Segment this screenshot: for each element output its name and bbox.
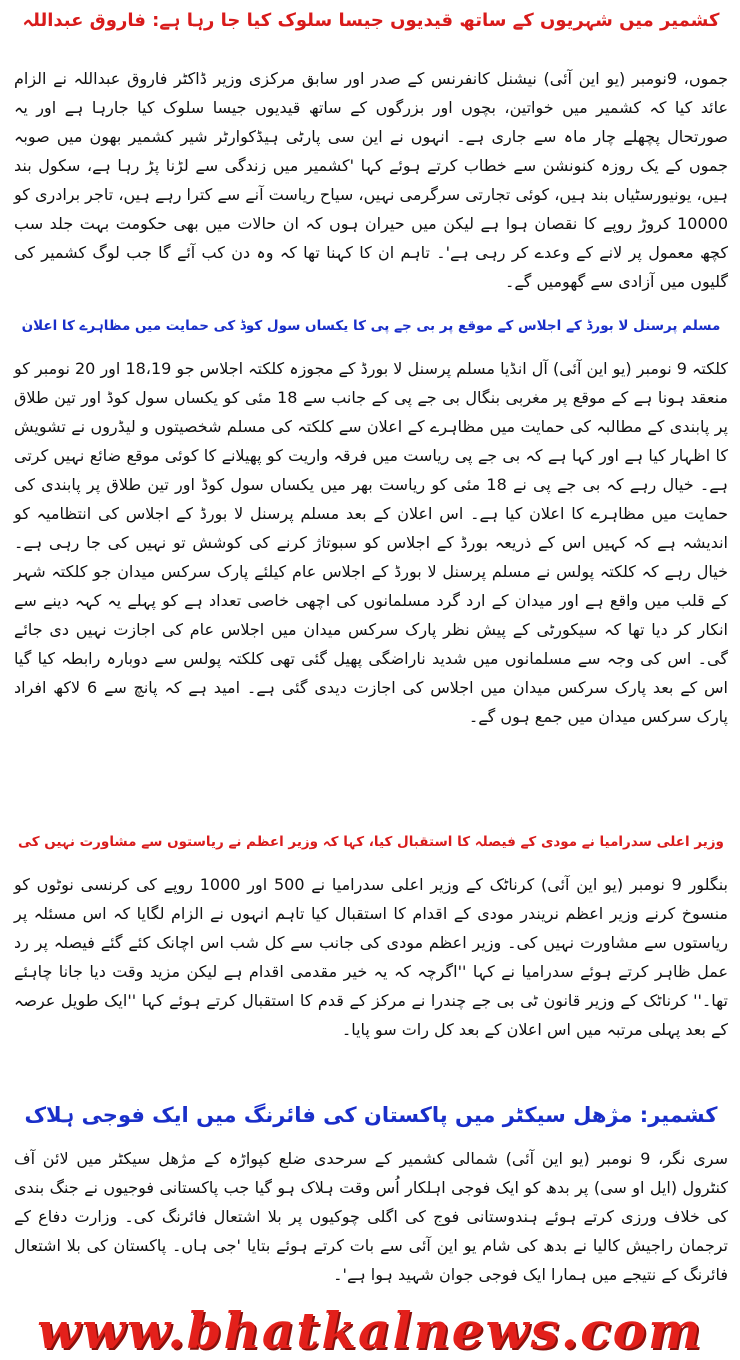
news-story-kashmir-farooq-abdullah xyxy=(14,4,728,296)
story-body: سری نگر، 9 نومبر (یو این آئی) شمالی کشمیر کے سرحدی ضلع کپواڑہ کے مژھل سیکٹر میں لائن آف کنٹرول (ایل او سی) پر بدھ کو ایک فوجی اہلکار اُس وقت ہلاک ہو گیا جب پاکستانی فوجیوں نے جنگ بندی کی خلاف ورزی کرتے ہوئے ہندوستانی فوج کی اگلی چوکیوں پر بلا اشتعال فائرنگ کی۔ وزارت دفاع کے ترجمان راجیش کالیا نے بدھ کی شام یو این آئی سے بات کرتے ہوئے بتایا 'جی ہاں۔ پاکستان کی بلا اشتعال فائرنگ کے نتیجے میں ہمارا ایک فوجی جوان شہید ہوا ہے'۔ xyxy=(14,1149,729,1284)
story-body: جموں، 9نومبر (یو این آئی) نیشنل کانفرنس کے صدر اور سابق مرکزی وزیر ڈاکٹر فاروق عبداللہ نے الزام عائد کیا کہ کشمیر میں خواتین، بچوں اور بزرگوں کے ساتھ قیدیوں جیسا سلوک کیا جارہا ہے اور یہ صورتحال پچھلے چار ماہ سے جاری ہے۔ انہوں نے این سی پارٹی ہیڈکوارٹر شیر کشمیر بھون میں صوبہ جموں کے یک روزہ کنونشن سے خطاب کرتے ہوئے کہا 'کشمیر میں زندگی سے لڑنا پڑ رہا ہے، سکول بند ہیں، یونیورسٹیاں بند ہیں، کوئی تجارتی سرگرمی نہیں، سیاح ریاست آنے سے کترا رہے ہیں، تاجر برادری کو 10000 کروڑ روپے کا نقصان ہوا ہے لیکن میں حیران ہوں کہ ان حالات میں بھی حکومت بہت جلد سب کچھ معمول پر لانے کے وعدے کر رہی ہے'۔ تاہم ان کا کہنا تھا کہ وہ دن کب آئے گا جب لوگ کشمیر کی گلیوں میں آزادی سے گھومیں گے۔ xyxy=(14,69,729,291)
story-body: کلکتہ 9 نومبر (یو این آئی) آل انڈیا مسلم پرسنل لا بورڈ کے مجوزہ کلکتہ اجلاس جو 18،19 اور 20 نومبر کو منعقد ہونا ہے کے موقع پر مغربی بنگال بی جے پی کے جانب سے 18 مئی کو یکساں سول کوڈ اور تین طلاق پر پابندی کے مطالبہ کی حمایت میں مظاہرے کے اعلان سے کلکتہ کی مسلم شخصیتوں و لیڈروں نے تشویش کا اظہار کیا ہے اور کہا ہے کہ بی جے پی ریاست میں فرقہ واریت کو پھیلانے کا کوئی موقع ضائع نہیں کرتی ہے۔ خیال رہے کہ بی جے پی نے 18 مئی کو ریاست بھر میں یکساں سول کوڈ اور تین طلاق پر پابندی کی حمایت میں مظاہرے کا اعلان کیا ہے۔ اس اعلان کے بعد مسلم پرسنل لا بورڈ کے اجلاس کی انتظامیہ کو اندیشہ ہے کہ کہیں اس کے ذریعہ بورڈ کے اجلاس کو سبوتاژ کرنے کی کوشش تو نہیں کی جا رہی ہے۔ خیال رہے کہ کلکتہ پولس نے مسلم پرسنل لا بورڈ کے اجلاس عام کیلئے پارک سرکس میدان جو کلکتہ شہر کے قلب میں واقع ہے اور میدان کے ارد گرد مسلمانوں کی اچھی خاصی تعداد ہے کو پہلے یہ کہہ دینے سے انکار کر دیا تھا کہ سیکورٹی کے پیش نظر پارک سرکس میدان میں اجلاس عام کی اجازت نہیں دی جائے گی۔ اس کی وجہ سے مسلمانوں میں شدید ناراضگی پھیل گئی تھی کلکتہ پولس سے دوبارہ رابطہ کیا گیا اس کے بعد پارک سرکس میدان میں اجلاس کی اجازت دیدی گئی ہے۔ امید ہے کہ پانچ سے 6 لاکھ افراد پارک سرکس میدان میں جمع ہوں گے۔ xyxy=(14,359,728,726)
news-story-siddaramaiah-demonetisation xyxy=(14,824,728,1044)
news-story-machil-sector-firing xyxy=(14,1098,728,1289)
story-headline: کشمیر: مژھل سیکٹر میں پاکستان کی فائرنگ میں ایک فوجی ہلاک xyxy=(24,1103,718,1127)
news-story-personal-law-board xyxy=(14,308,728,731)
story-headline: کشمیر میں شہریوں کے ساتھ قیدیوں جیسا سلوک کیا جا رہا ہے: فاروق عبداللہ xyxy=(22,10,720,31)
story-headline: مسلم پرسنل لا بورڈ کے اجلاس کے موقع پر بی جے پی کا یکساں سول کوڈ کی حمایت میں مظاہرے کا اعلان xyxy=(21,318,721,334)
site-watermark-banner: www.bhatkalnews.com xyxy=(37,1302,703,1360)
story-headline: وزیر اعلی سدرامیا نے مودی کے فیصلہ کا استقبال کیا، کہا کہ وزیر اعظم نے ریاستوں سے مشاورت نہیں کی xyxy=(18,834,724,850)
story-body: بنگلور 9 نومبر (یو این آئی) کرناٹک کے وزیر اعلی سدرامیا نے 500 اور 1000 روپے کی کرنسی نوٹوں کو منسوخ کرنے وزیر اعظم نریندر مودی کے اقدام کا استقبال کیا تاہم انہوں نے الزام لگایا کہ اس مسئلہ پر ریاستوں سے مشاورت نہیں کی۔ وزیر اعظم مودی کی جانب سے کل شب اس اچانک کئے گئے فیصلہ پر رد عمل ظاہر کرتے ہوئے سدرامیا نے کہا ''اگرچہ کہ یہ خیر مقدمی اقدام ہے لیکن مزید وقت دیا جانا چاہئے تھا۔'' کرناٹک کے وزیر قانون ٹی بی جے چندرا نے مرکز کے قدم کا استقبال کرتے ہوئے کہا ''ایک طویل عرصہ کے بعد پہلی مرتبہ میں اس اعلان کے بعد کل رات سو پایا۔ xyxy=(14,875,728,1039)
